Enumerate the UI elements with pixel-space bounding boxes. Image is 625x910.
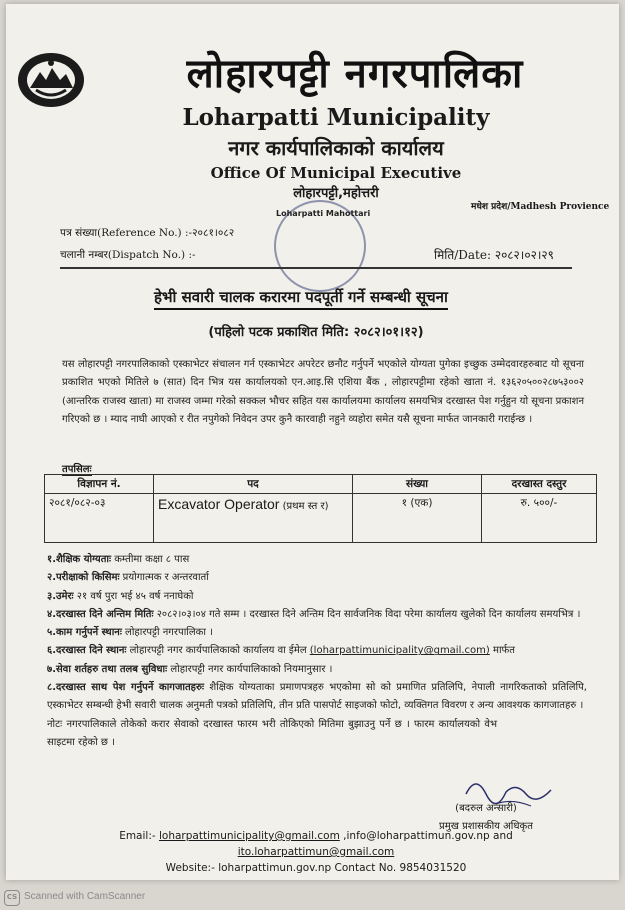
item-label: ६.दरखास्त दिने स्थानः <box>47 645 127 657</box>
reference-number: पत्र संख्या(Reference No.) :-२०८१।०८२ <box>60 227 235 239</box>
item-label: १.शैक्षिक योग्यताः <box>47 554 112 565</box>
item-text: २०८२।०३।०४ गते सम्म । दरखास्त दिने अन्तिम दिन सार्वजनिक विदा परेमा कार्यालय खुलेको दिन कार्यालय समयभित्र । <box>153 608 581 620</box>
item-label: ८.दरखास्त साथ पेश गर्नुपर्ने कागजातहरुः <box>47 682 204 694</box>
table-header-row <box>45 475 597 494</box>
header-divider <box>60 267 572 269</box>
list-item <box>47 588 587 606</box>
province-label: मधेश प्रदेश/Madhesh Provience <box>471 202 610 212</box>
cell-post <box>154 494 353 543</box>
item-text: कम्तीमा कक्षा ८ पास <box>111 554 190 565</box>
list-item <box>47 624 587 642</box>
footer-email-line <box>46 828 586 860</box>
office-name-en: Office Of Municipal Executive <box>210 164 462 182</box>
notice-date: मिति/Date: २०८२।०२।२९ <box>434 248 554 262</box>
item-text: शैक्षिक योग्यताका प्रमाणपत्रहरु भएकोमा सो को प्रमाणित प्रतिलिपि, नेपाली नागरिकताको प्रतिलिपि, एस्काभेटर सम्बन्धी हेभी सवारी चालक अनुमती पत्रको प्रतिलिपि, तीन प्रति पासपोर्ट साइजको फोटो, व्यक्तिगत विवरण र अन्य आवश्यक कागजातहरु । <box>47 682 587 712</box>
stamp-text: Loharpatti Mahottari <box>276 209 371 218</box>
municipality-emblem-icon <box>16 50 86 110</box>
footer-email-1[interactable]: loharpattimunicipality@gmail.com <box>158 830 340 842</box>
list-item <box>47 569 587 587</box>
col-count: संख्या <box>353 475 482 494</box>
item-label: २.परीक्षाको किसिमः <box>47 572 120 584</box>
details-label: तपसिलः <box>62 461 92 476</box>
notice-heading: हेभी सवारी चालक करारमा पदपूर्ती गर्ने सम्बन्धी सूचना <box>154 287 448 310</box>
municipality-name-np: लोहारपट्टी नगरपालिका <box>186 51 524 97</box>
footer <box>46 828 586 876</box>
item-text: प्रयोगात्मक र अन्तरवार्ता <box>119 572 209 584</box>
vacancy-table <box>44 474 597 543</box>
footer-email-2[interactable]: ito.loharpattimun@gmail.com <box>237 846 395 858</box>
cell-count: १ (एक) <box>353 494 482 543</box>
post-level-np: (प्रथम स्त र) <box>282 501 329 512</box>
col-post: पद <box>154 475 353 494</box>
list-item <box>47 606 587 624</box>
col-adv-no: विज्ञापन नं. <box>45 475 154 494</box>
table-row <box>45 494 597 543</box>
note: नोटः नगरपालिकाले तोकेको करार सेवाको दरखास्त फारम भरी तोकिएको मितिमा बुझाउनु पर्ने छ । फारम कार्यालयको वेभ साइटमा रहेको छ । <box>47 718 497 748</box>
application-email-link[interactable]: (loharpattimunicipality@gmail.com) <box>309 645 490 657</box>
cell-fee: रु. ५००/- <box>482 494 597 543</box>
requirements-list <box>47 551 587 752</box>
item-text: लोहारपट्टी नगरपालिका । <box>121 627 213 639</box>
published-date: (पहिलो पटक प्रकाशित मिति: २०८२।०१।१२) <box>208 325 424 340</box>
list-item <box>47 679 587 716</box>
list-item <box>47 551 587 569</box>
item-label: ३.उमेरः <box>47 590 74 602</box>
location-np: लोहारपट्टी,महोत्तरी <box>293 186 379 201</box>
municipality-name-en: Loharpatti Municipality <box>182 104 490 131</box>
scanner-text: Scanned with CamScanner <box>24 891 146 902</box>
item-label: ७.सेवा शर्तहरु तथा तलब सुविधाः <box>47 663 168 675</box>
item-label: ४.दरखास्त दिने अन्तिम मितिः <box>47 608 154 620</box>
item-text-tail: मार्फत <box>489 645 515 657</box>
scanner-watermark <box>0 886 625 910</box>
item-text: लोहारपट्टी नगर कार्यपालिकाको नियमानुसार । <box>167 663 333 675</box>
footer-email-mid: ,info@loharpattimun.gov.np and <box>339 830 513 842</box>
camscanner-logo-icon: CS <box>4 890 20 906</box>
footer-email-label: Email:- <box>119 830 159 842</box>
post-name-en: Excavator Operator <box>158 496 280 512</box>
item-text: २१ वर्ष पुरा भई ४५ वर्ष ननाघेको <box>73 590 194 602</box>
item-text: लोहारपट्टी नगर कार्यपालिकाको कार्यालय वा ईमेल <box>126 645 310 657</box>
col-fee: दरखास्त दस्तुर <box>482 475 597 494</box>
list-item <box>47 661 587 679</box>
notice-page <box>6 4 619 880</box>
list-item <box>47 642 587 660</box>
office-name-np: नगर कार्यपालिकाको कार्यालय <box>228 136 444 160</box>
signatory-name: (बदरुल अन्सारी) <box>455 803 517 814</box>
dispatch-number: चलानी नम्बर(Dispatch No.) :- <box>60 249 196 261</box>
footer-website-line: Website:- loharpattimun.gov.np Contact No. 9854031520 <box>165 862 467 874</box>
notice-body: यस लोहारपट्टी नगरपालिकाको एस्काभेटर संचालन गर्न एस्काभेटर अपरेटर छनौट गर्नुपर्ने भएकोले योग्यता पुगेका इच्छुक उम्मेदवारहरुबाट यो सूचना प्रकाशित भएको मितिले ७ (सात) दिन भित्र यस कार्यालयको एन.आइ.सि एशिया बैंक , लोहारपट्टीमा रहेको खाता नं. १३६२०५००२८७५३००२ (आन्तरिक राजस्व खाता) मा राजस्व जम्मा गरेको सक्कल भौचर सहित यस कार्यालयमा कार्यालय समयभित्र दरखास्त पेश गर्नुहुन यो सूचना प्रकाशन गरिएको छ । म्याद नाघी आएको र रीत नपुगेको निवेदन उपर कुनै कारवाही नहुने व्यहोरा समेत यसै सूचना मार्फत जानकारी गराईन्छ । <box>62 359 584 425</box>
item-label: ५.काम गर्नुपर्ने स्थानः <box>47 627 122 639</box>
signatory-title: प्रमुख प्रशासकीय अधिकृत <box>439 821 533 832</box>
cell-adv-no: २०८१/०८२-०३ <box>45 494 154 543</box>
